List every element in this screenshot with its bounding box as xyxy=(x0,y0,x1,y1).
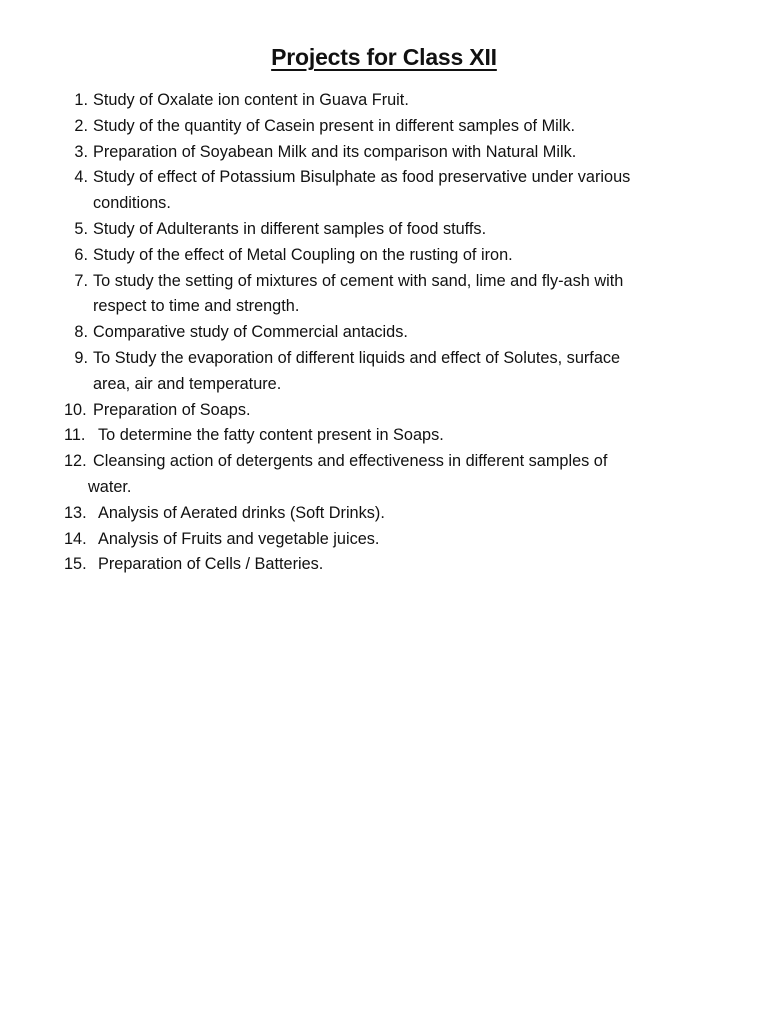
list-item-text xyxy=(0,165,723,217)
list-item xyxy=(0,243,768,269)
list-item-line: Cleansing action of detergents and effectiveness in different samples of xyxy=(93,452,608,471)
list-item xyxy=(0,398,768,424)
list-item-text xyxy=(0,398,723,424)
list-item-number: 2. xyxy=(74,116,88,135)
list-item-line: Study of the effect of Metal Coupling on the rusting of iron. xyxy=(93,245,513,264)
list-item-text xyxy=(0,501,728,527)
list-item-number: 6. xyxy=(74,245,88,264)
list-item-text xyxy=(0,449,723,501)
list-item-number: 9. xyxy=(74,348,88,367)
list-item-line: To Study the evaporation of different liquids and effect of Solutes, surface xyxy=(93,348,621,367)
list-item-text xyxy=(0,88,723,114)
list-item-line: Preparation of Soyabean Milk and its comparison with Natural Milk. xyxy=(93,142,577,161)
list-item-text xyxy=(0,320,723,346)
list-item-line: To study the setting of mixtures of cement with sand, lime and fly-ash with xyxy=(93,271,624,290)
list-item-number: 13. xyxy=(64,503,87,522)
list-item-number: 12. xyxy=(64,452,87,471)
list-item-line: respect to time and strength. xyxy=(93,297,300,316)
list-item-line: Preparation of Cells / Batteries. xyxy=(98,555,324,574)
list-item-text xyxy=(0,552,728,578)
list-item-line: Analysis of Fruits and vegetable juices. xyxy=(98,529,380,548)
list-item xyxy=(0,320,768,346)
list-item-line: area, air and temperature. xyxy=(93,374,282,393)
list-item-text xyxy=(0,527,728,553)
list-item xyxy=(0,140,768,166)
list-item-number: 14. xyxy=(64,529,87,548)
list-item xyxy=(0,269,768,321)
list-item xyxy=(0,527,768,553)
list-item xyxy=(0,165,768,217)
list-item-text xyxy=(0,346,723,398)
list-item-line: Study of the quantity of Casein present in different samples of Milk. xyxy=(93,116,576,135)
list-item xyxy=(0,88,768,114)
list-item-number: 3. xyxy=(74,142,88,161)
page-title-text: Projects for Class XII xyxy=(271,44,497,70)
list-item-line: conditions. xyxy=(93,194,171,213)
list-item-text xyxy=(0,217,723,243)
list-item xyxy=(0,449,768,501)
list-item-text xyxy=(0,114,723,140)
list-item xyxy=(0,114,768,140)
list-item-text xyxy=(0,140,723,166)
list-item-text xyxy=(0,269,723,321)
list-item-line: Study of effect of Potassium Bisulphate as food preservative under various xyxy=(93,168,631,187)
list-item-text xyxy=(0,243,723,269)
list-item xyxy=(0,423,768,449)
list-item-number: 11. xyxy=(64,426,86,445)
page-title xyxy=(0,44,768,71)
list-item-number: 15. xyxy=(64,555,87,574)
list-item xyxy=(0,346,768,398)
list-item-line: Study of Oxalate ion content in Guava Fruit. xyxy=(93,91,409,109)
list-item-line: Comparative study of Commercial antacids. xyxy=(93,323,408,342)
list-item xyxy=(0,217,768,243)
list-item-number: 10. xyxy=(64,400,87,419)
list-item xyxy=(0,552,768,578)
list-item-number: 4. xyxy=(74,168,88,187)
list-item-number: 1. xyxy=(74,91,88,109)
list-item-number: 8. xyxy=(74,323,88,342)
list-item-line: water. xyxy=(88,477,132,496)
list-item-line: Analysis of Aerated drinks (Soft Drinks). xyxy=(98,503,385,522)
list-item-number: 7. xyxy=(74,271,88,290)
project-list xyxy=(0,88,768,578)
list-item-line: Preparation of Soaps. xyxy=(93,400,251,419)
list-item-line: To determine the fatty content present in Soaps. xyxy=(98,426,444,445)
list-item-line: Study of Adulterants in different samples of food stuffs. xyxy=(93,219,487,238)
list-item-text xyxy=(0,423,728,449)
list-item xyxy=(0,501,768,527)
list-item-number: 5. xyxy=(74,219,88,238)
